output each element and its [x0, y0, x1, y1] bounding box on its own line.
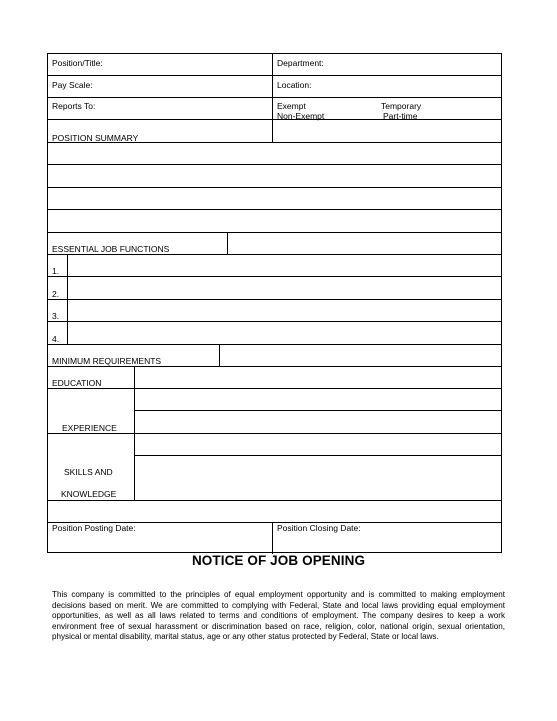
form-rule: [48, 232, 501, 233]
education-label: EDUCATION: [52, 378, 102, 388]
number-column-divider: [67, 254, 68, 344]
form-rule: [48, 500, 501, 501]
position-title-label: Position/Title:: [52, 58, 103, 68]
closing-date-label: Position Closing Date:: [277, 523, 361, 533]
pay-scale-label: Pay Scale:: [52, 80, 93, 90]
function-number-4: 4.: [52, 334, 60, 344]
form-rule: [48, 344, 501, 345]
form-rule: [48, 187, 501, 188]
form-rule: [134, 455, 501, 456]
essential-functions-heading: ESSENTIAL JOB FUNCTIONS: [52, 244, 170, 254]
exempt-label: Exempt: [277, 101, 306, 111]
job-opening-form: [47, 53, 502, 553]
form-rule: [48, 75, 501, 76]
minimum-requirements-heading: MINIMUM REQUIREMENTS: [52, 356, 162, 366]
form-rule: [48, 209, 501, 210]
temporary-label: Temporary: [381, 101, 422, 111]
position-summary-heading: POSITION SUMMARY: [52, 133, 139, 143]
form-rule: [48, 97, 501, 98]
form-rule: [48, 299, 501, 300]
part-time-label: Part-time: [383, 111, 418, 121]
form-rule: [48, 254, 501, 255]
notice-title: NOTICE OF JOB OPENING: [191, 553, 366, 568]
skills-label: SKILLS AND: [64, 467, 113, 477]
form-rule: [48, 119, 501, 120]
form-rule: [48, 164, 501, 165]
department-label: Department:: [277, 58, 324, 68]
form-rule: [134, 410, 501, 411]
column-divider: [272, 54, 273, 142]
function-number-3: 3.: [52, 311, 60, 321]
experience-label: EXPERIENCE: [62, 423, 117, 433]
column-divider: [219, 344, 220, 366]
form-rule: [48, 433, 501, 434]
form-rule: [48, 321, 501, 322]
reports-to-label: Reports To:: [52, 101, 96, 111]
posting-date-label: Position Posting Date:: [52, 523, 136, 533]
eeo-notice-paragraph: This company is committed to the principles of equal employment opportunity and is committed to making employment decisions based on merit. We are committed to complying with Federal, State and local laws providing equal employment opportunities, as well as all laws related to terms and conditions of employment. The company desires to keep a work environment free of sexual harassment or discrimination based on race, religion, color, national origin, sexual orientation, physical or mental disability, marital status, age or any other status protected by Federal, State or local laws.: [52, 590, 505, 642]
column-divider: [227, 232, 228, 254]
location-label: Location:: [277, 80, 312, 90]
form-rule: [48, 276, 501, 277]
form-rule: [48, 388, 501, 389]
label-column-divider: [134, 366, 135, 500]
column-divider: [272, 522, 273, 554]
form-rule: [48, 366, 501, 367]
knowledge-label: KNOWLEDGE: [61, 489, 117, 499]
non-exempt-label: Non-Exempt: [277, 111, 325, 121]
function-number-1: 1.: [52, 266, 60, 276]
function-number-2: 2.: [52, 289, 60, 299]
